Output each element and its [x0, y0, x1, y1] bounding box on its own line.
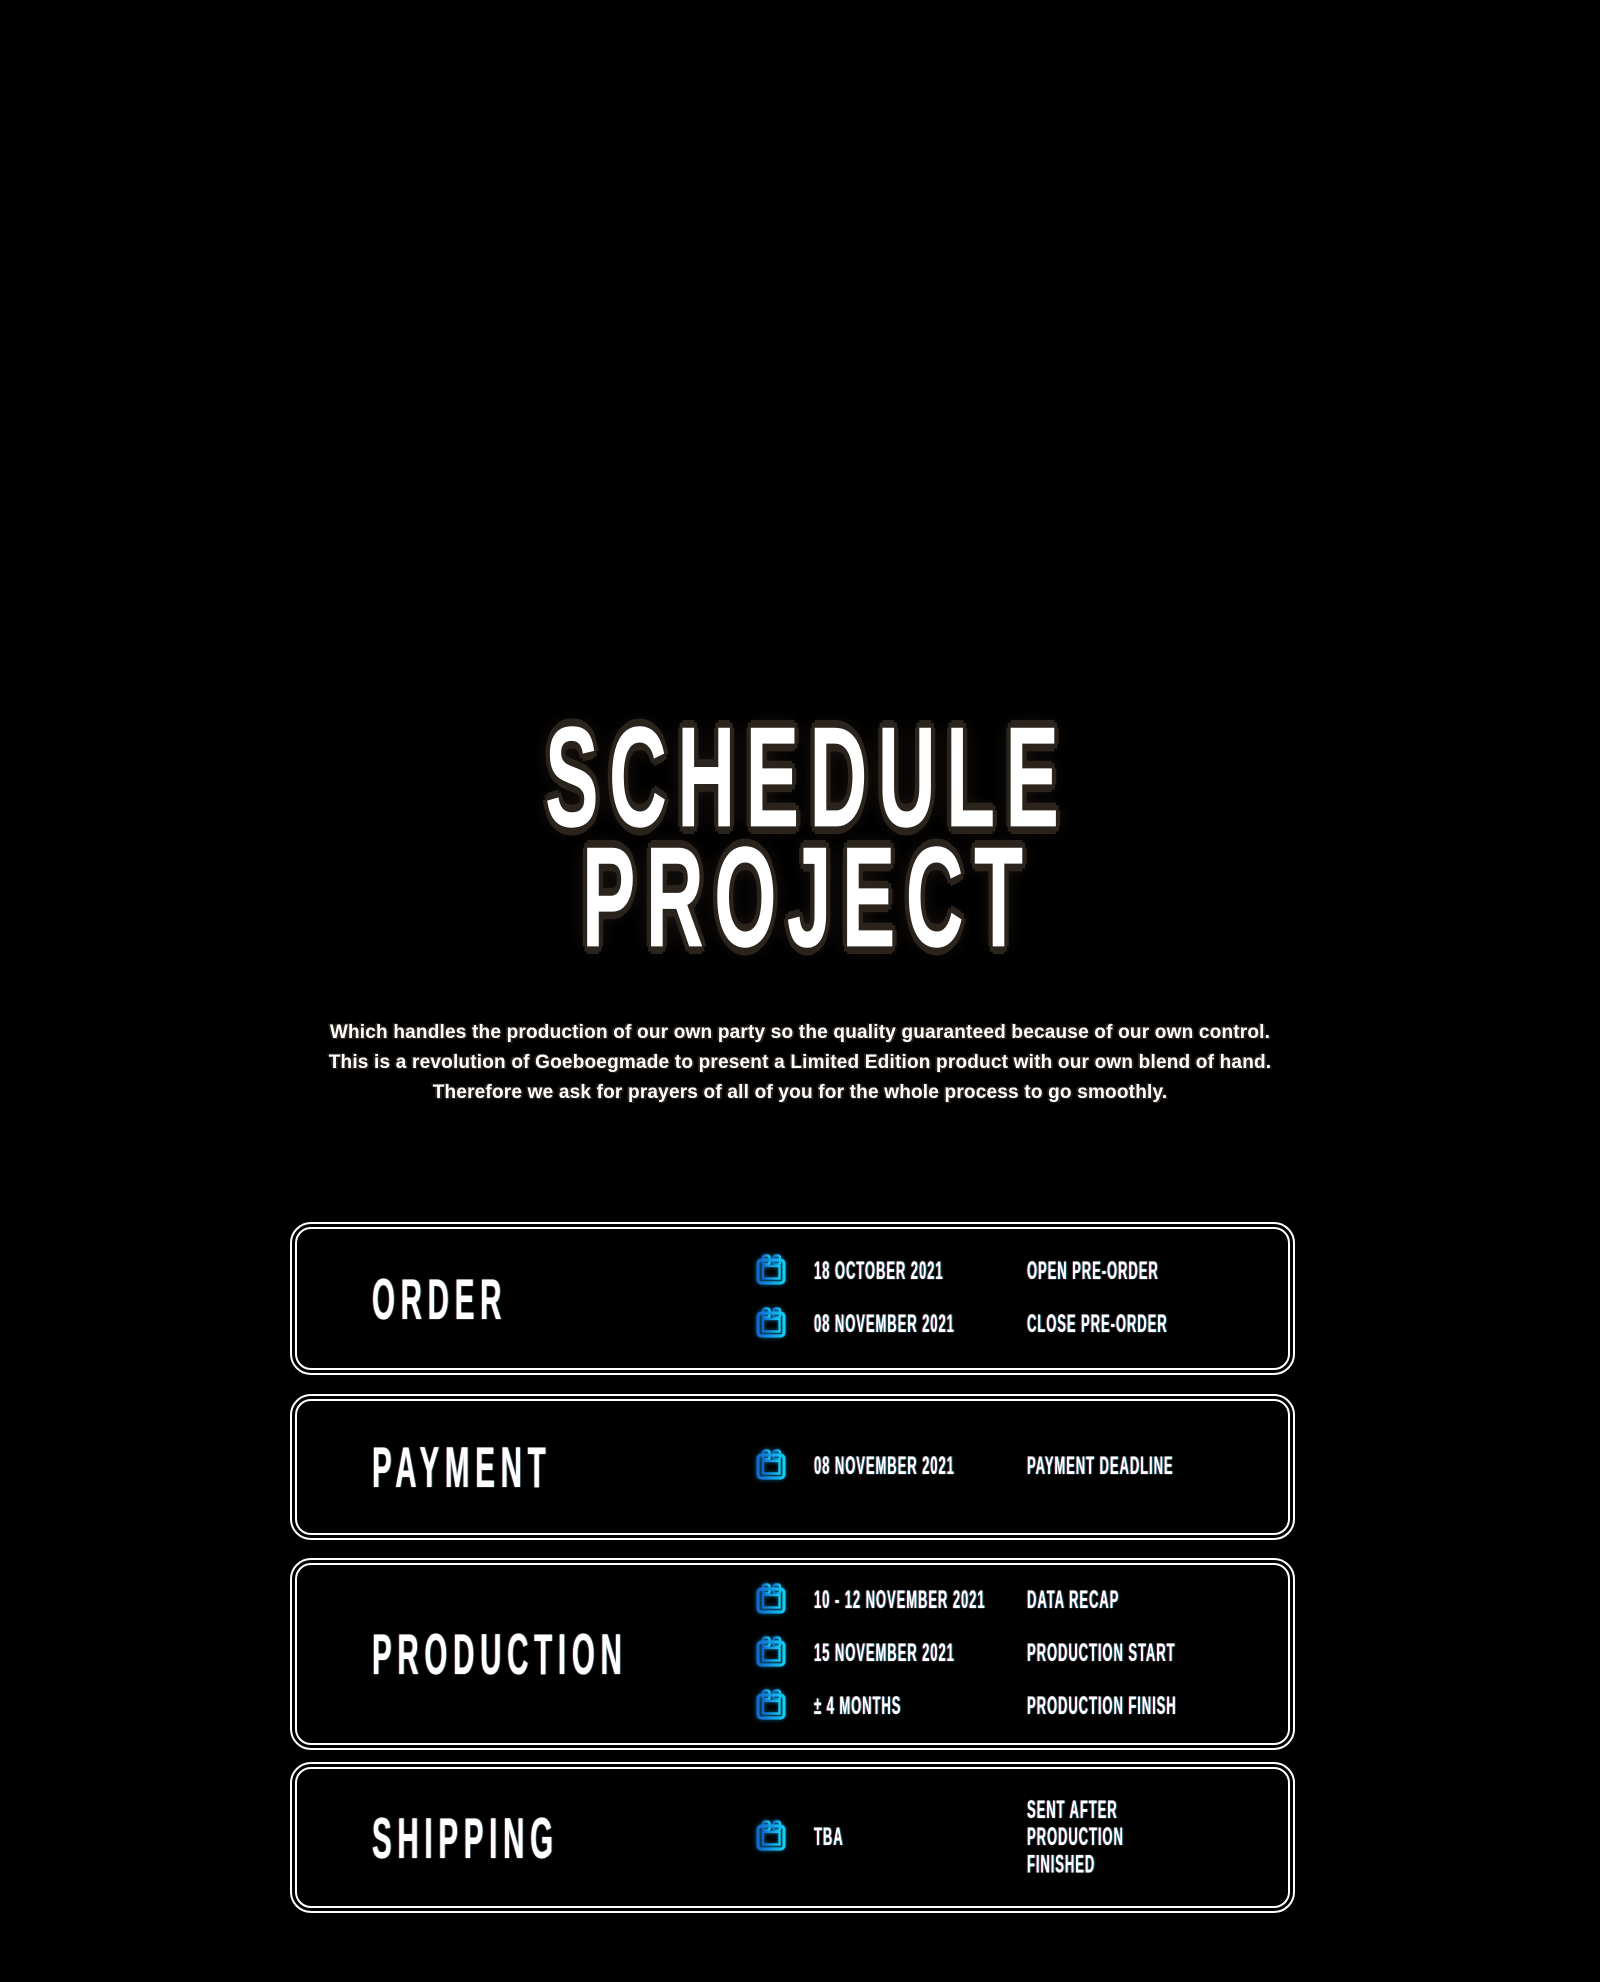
schedule-row: [754, 1253, 1254, 1291]
intro-line: Which handles the production of our own party so the quality guaranteed because of our own control.: [329, 1022, 1271, 1043]
section-title-order: [372, 1266, 574, 1331]
title-text-schedule: SCHEDULE: [544, 697, 1070, 858]
row-label: DATA RECAP: [1027, 1586, 1120, 1614]
title-text-project: PROJECT: [581, 817, 1033, 978]
row-date: 08 NOVEMBER 2021: [814, 1452, 955, 1480]
section-card-order: [295, 1227, 1290, 1370]
calendar-icon: [754, 1635, 788, 1673]
calendar-icon: [754, 1448, 788, 1486]
section-title-payment: [372, 1434, 643, 1500]
row-label-cell: [1027, 1452, 1263, 1480]
calendar-icon: [754, 1819, 788, 1857]
row-label-cell: [1027, 1586, 1176, 1614]
calendar-icon: [754, 1306, 788, 1344]
section-rows: [754, 1769, 1207, 1906]
section-title-shipping: [372, 1805, 655, 1870]
row-label: PRODUCTION START: [1027, 1639, 1176, 1667]
row-label-cell: [1027, 1639, 1266, 1667]
row-label-cell: [1027, 1310, 1254, 1338]
title-line-2: [0, 817, 1600, 978]
row-date: 15 NOVEMBER 2021: [814, 1639, 955, 1667]
page-title: [0, 697, 1600, 978]
section-card-shipping: [295, 1767, 1290, 1908]
intro-line: Therefore we ask for prayers of all of you for the whole process to go smoothly.: [432, 1082, 1168, 1103]
schedule-row: [754, 1306, 1254, 1344]
row-date-cell: [814, 1823, 1027, 1851]
section-rows: [754, 1565, 1268, 1743]
row-label: CLOSE PRE-ORDER: [1027, 1310, 1168, 1338]
section-title-label: ORDER: [372, 1266, 508, 1331]
row-date: 08 NOVEMBER 2021: [814, 1310, 955, 1338]
intro-line: This is a revolution of Goeboegmade to present a Limited Edition product with our own blend of hand.: [328, 1052, 1272, 1073]
section-title-label: PRODUCTION: [372, 1621, 628, 1687]
row-date: ± 4 MONTHS: [814, 1692, 902, 1720]
row-date: 10 - 12 NOVEMBER 2021: [814, 1586, 986, 1614]
schedule-row: [754, 1796, 1207, 1879]
section-title-label: PAYMENT: [372, 1434, 552, 1500]
row-label: PAYMENT DEADLINE: [1027, 1452, 1174, 1480]
schedule-row: [754, 1582, 1268, 1620]
row-date-cell: [814, 1692, 1027, 1720]
schedule-row: [754, 1448, 1263, 1486]
calendar-icon: [754, 1688, 788, 1726]
row-label: PRODUCTION FINISH: [1027, 1692, 1177, 1720]
row-date-cell: [814, 1310, 1027, 1338]
row-label: SENT AFTER PRODUCTION FINISHED: [1027, 1796, 1124, 1879]
schedule-sections: [295, 1227, 1290, 1908]
calendar-icon: [754, 1582, 788, 1620]
row-label-cell: [1027, 1796, 1207, 1879]
section-card-payment: [295, 1399, 1290, 1535]
calendar-icon: [754, 1253, 788, 1291]
section-rows: [754, 1229, 1254, 1368]
row-date-cell: [814, 1257, 1027, 1285]
row-label: OPEN PRE-ORDER: [1027, 1257, 1159, 1285]
section-card-production: [295, 1563, 1290, 1745]
schedule-row: [754, 1688, 1268, 1726]
section-title-production: [372, 1621, 762, 1687]
row-label-cell: [1027, 1692, 1268, 1720]
intro-paragraph: [0, 1018, 1600, 1108]
title-line-1: [0, 697, 1600, 858]
row-date-cell: [814, 1586, 1027, 1614]
section-rows: [754, 1401, 1263, 1533]
row-date-cell: [814, 1452, 1027, 1480]
section-title-label: SHIPPING: [372, 1805, 559, 1870]
row-date: 18 OCTOBER 2021: [814, 1257, 944, 1285]
row-label-cell: [1027, 1257, 1239, 1285]
schedule-row: [754, 1635, 1268, 1673]
row-date: TBA: [814, 1823, 844, 1851]
row-date-cell: [814, 1639, 1027, 1667]
